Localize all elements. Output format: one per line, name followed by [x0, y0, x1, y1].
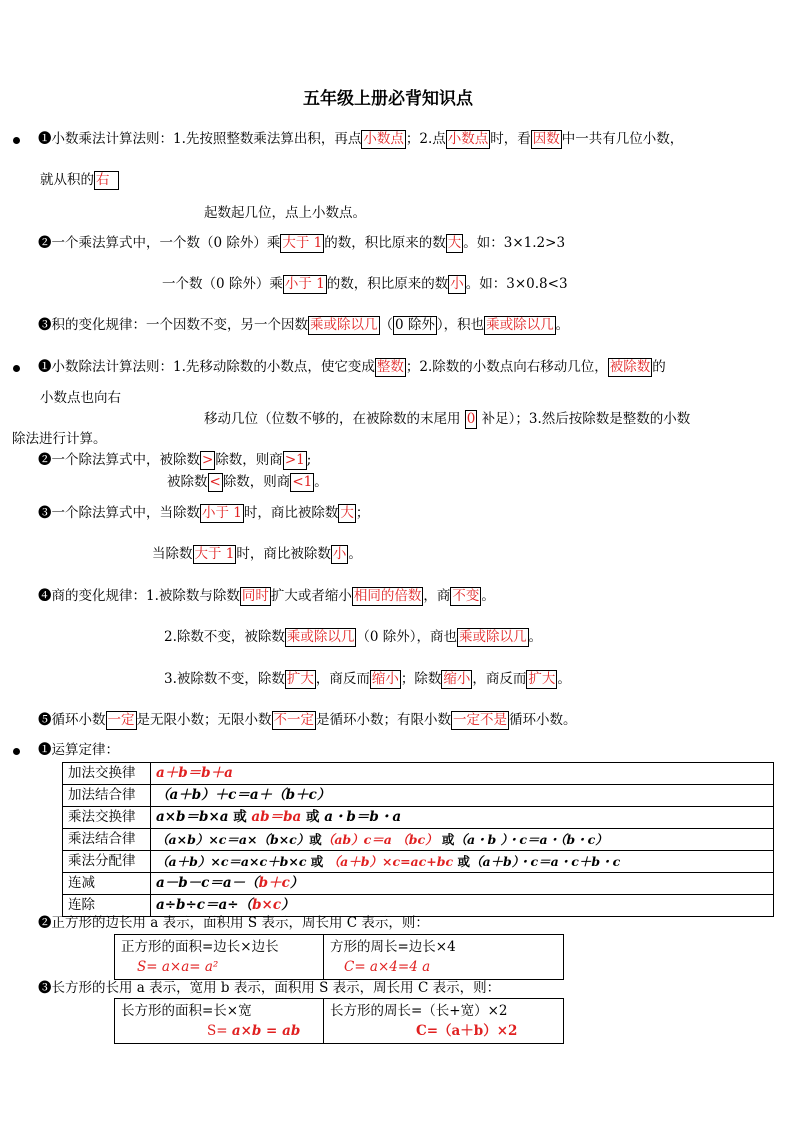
- answer-box: 同时: [241, 588, 269, 604]
- mult-point3: ❸积的变化规律：一个因数不变，另一个因数 乘或除以几 （ 0 除外 ），积也 乘或除以几 。: [38, 317, 570, 333]
- bullet-dot: [13, 748, 20, 755]
- number-icon: ❶: [38, 131, 52, 147]
- mult-point2-line2: 一个数（0 除外）乘 小于 1 的数，积比原来的数 小 。如：3×0.8<3: [162, 276, 568, 292]
- number-icon: ❷: [38, 915, 52, 931]
- law-formula: a＋b＝b＋a: [151, 763, 774, 785]
- div-rule-line3: 移动几位（位数不够的，在被除数的末尾用 0 补足）；3.然后按除数是整数的小数: [204, 411, 691, 427]
- law-formula: a－b－c＝a－（b＋c）: [151, 873, 774, 895]
- div-point3-line1: ❸一个除法算式中，当除数 小于 1 时，商比被除数 大 ；: [38, 505, 370, 521]
- law-label: 加法交换律: [63, 763, 151, 785]
- square-perimeter-cell: 方形的周长=边长×4 C= a×4=4 a: [324, 935, 564, 980]
- number-icon: ❷: [38, 452, 52, 468]
- rect-table: [114, 998, 564, 1044]
- answer-box: 小于 1: [284, 276, 325, 292]
- rect-area-cell: 长方形的面积=长×宽 S= a×b = ab: [115, 999, 324, 1044]
- answer-box: 被除数: [609, 359, 651, 375]
- answer-box: 缩小: [443, 671, 471, 687]
- square-area-cell: 正方形的面积=边长×边长 S= a×a= a²: [115, 935, 324, 980]
- answer-box: 不变: [452, 588, 480, 604]
- square-intro: ❷正方形的边长用 a 表示，面积用 S 表示，周长用 C 表示，则：: [38, 915, 429, 931]
- div-point3-line2: 当除数 大于 1 时，商比被除数 小 。: [152, 546, 362, 562]
- number-icon: ❶: [38, 359, 52, 375]
- square-table: [114, 934, 564, 980]
- mult-rule-line3: 起数起几位，点上小数点。: [204, 205, 366, 221]
- div-point5: ❺循环小数 一定 是无限小数；无限小数 不一定 是循环小数；有限小数 一定不是 循环小数。: [38, 712, 577, 728]
- answer-box: 缩小: [371, 671, 399, 687]
- number-icon: ❶: [38, 742, 52, 758]
- law-formula: （a×b）×c＝a×（b×c）或（ab）c＝a （bc） 或（a・b ）・c＝a・（b・c）: [151, 829, 774, 851]
- law-label: 乘法分配律: [63, 851, 151, 873]
- number-icon: ❸: [38, 505, 52, 521]
- law-formula: （a＋b）＋c＝a＋（b＋c）: [151, 785, 774, 807]
- law-label: 乘法交换律: [63, 807, 151, 829]
- mult-rule-line1: ❶小数乘法计算法则：1.先按照整数乘法算出积，再点 小数点 ；2.点 小数点 时，看 因数 中一共有几位小数，: [38, 131, 684, 147]
- div-rule-line2: 小数点也向右: [40, 390, 121, 406]
- answer-box: 小: [332, 546, 347, 562]
- answer-box: 因数: [532, 131, 560, 147]
- answer-box: 右: [94, 171, 119, 190]
- mult-rule-line2: 就从积的 右: [40, 171, 119, 190]
- table-row: [115, 935, 564, 980]
- law-label: 加法结合律: [63, 785, 151, 807]
- law-formula: a×b＝b×a 或 ab＝ba 或 a・b＝b・a: [151, 807, 774, 829]
- answer-box: 相同的倍数: [353, 588, 422, 604]
- answer-box: 乘或除以几: [486, 317, 554, 333]
- number-icon: ❸: [38, 317, 52, 333]
- laws-heading: ❶运算定律：: [38, 742, 119, 758]
- div-rule-line1: ❶小数除法计算法则：1.先移动除数的小数点，使它变成 整数 ；2.除数的小数点向右移动几位， 被除数 的: [38, 359, 666, 375]
- answer-box: <: [209, 474, 221, 490]
- table-row: [63, 851, 774, 873]
- law-label: 乘法结合律: [63, 829, 151, 851]
- table-row: [63, 829, 774, 851]
- answer-box: <1: [292, 474, 313, 490]
- bullet-dot: [13, 137, 20, 144]
- answer-box: 一定不是: [453, 712, 507, 728]
- answer-box: 0: [466, 411, 476, 427]
- number-icon: ❸: [38, 980, 52, 996]
- page-title: 五年级上册必背知识点: [303, 89, 473, 109]
- law-formula: （a＋b）×c＝a×c＋b×c 或 （a＋b）×c=ac+bc 或（a＋b）・c＝a・c＋b・c: [151, 851, 774, 873]
- table-row: [63, 873, 774, 895]
- answer-box: 乘或除以几: [310, 317, 378, 333]
- law-label: 连减: [63, 873, 151, 895]
- div-point4-line2: 2.除数不变，被除数 乘或除以几 （0 除外），商也 乘或除以几 。: [164, 629, 543, 645]
- answer-box: 乘或除以几: [286, 629, 355, 645]
- answer-box: 小数点: [363, 131, 404, 147]
- table-row: [63, 763, 774, 785]
- answer-box: 扩大: [286, 671, 314, 687]
- answer-box: 小: [450, 276, 464, 292]
- law-label: 连除: [63, 895, 151, 917]
- answer-box: 乘或除以几: [459, 629, 527, 645]
- rect-intro: ❸长方形的长用 a 表示，宽用 b 表示，面积用 S 表示，周长用 C 表示，则：: [38, 980, 501, 996]
- answer-box: 小数点: [447, 131, 489, 147]
- answer-box: 整数: [376, 359, 404, 375]
- div-point2-line1: ❷一个除法算式中，被除数 > 除数，则商 >1 ;: [38, 452, 312, 468]
- table-row: [63, 807, 774, 829]
- mult-point2-line1: ❷一个乘法算式中，一个数（0 除外）乘 大于 1 的数，积比原来的数 大 。如：3×1.2>3: [38, 235, 566, 251]
- div-point2-line2: 被除数 < 除数，则商 <1 。: [167, 474, 328, 490]
- table-row: [63, 785, 774, 807]
- answer-box: 扩大: [528, 671, 556, 687]
- answer-box: 小于 1: [202, 505, 242, 521]
- bullet-dot: [13, 365, 20, 372]
- answer-box: 大: [447, 235, 462, 251]
- answer-box: 一定: [107, 712, 135, 728]
- law-formula: a÷b÷c＝a÷（b×c）: [151, 895, 774, 917]
- div-point4-line3: 3.被除数不变，除数 扩大 ，商反而 缩小 ；除数 缩小 ，商反而 扩大 。: [164, 671, 571, 687]
- number-icon: ❺: [38, 712, 52, 728]
- rect-perimeter-cell: 长方形的周长=（长+宽）×2 C=（a＋b）×2: [324, 999, 564, 1044]
- table-row: [115, 999, 564, 1044]
- laws-table: [62, 762, 774, 917]
- div-point4-line1: ❹商的变化规律：1.被除数与除数 同时 扩大或者缩小 相同的倍数 ，商 不变 。: [38, 588, 495, 604]
- answer-box: 大于 1: [194, 546, 235, 562]
- answer-box: 不一定: [273, 712, 314, 728]
- number-icon: ❹: [38, 588, 52, 604]
- answer-box: 大: [340, 505, 354, 521]
- div-rule-line4: 除法进行计算。: [12, 431, 107, 447]
- number-icon: ❷: [38, 235, 52, 251]
- answer-box: >1: [284, 452, 305, 468]
- answer-box: 大于 1: [282, 235, 323, 251]
- answer-box: >: [202, 452, 214, 468]
- answer-box: 0 除外: [395, 317, 435, 333]
